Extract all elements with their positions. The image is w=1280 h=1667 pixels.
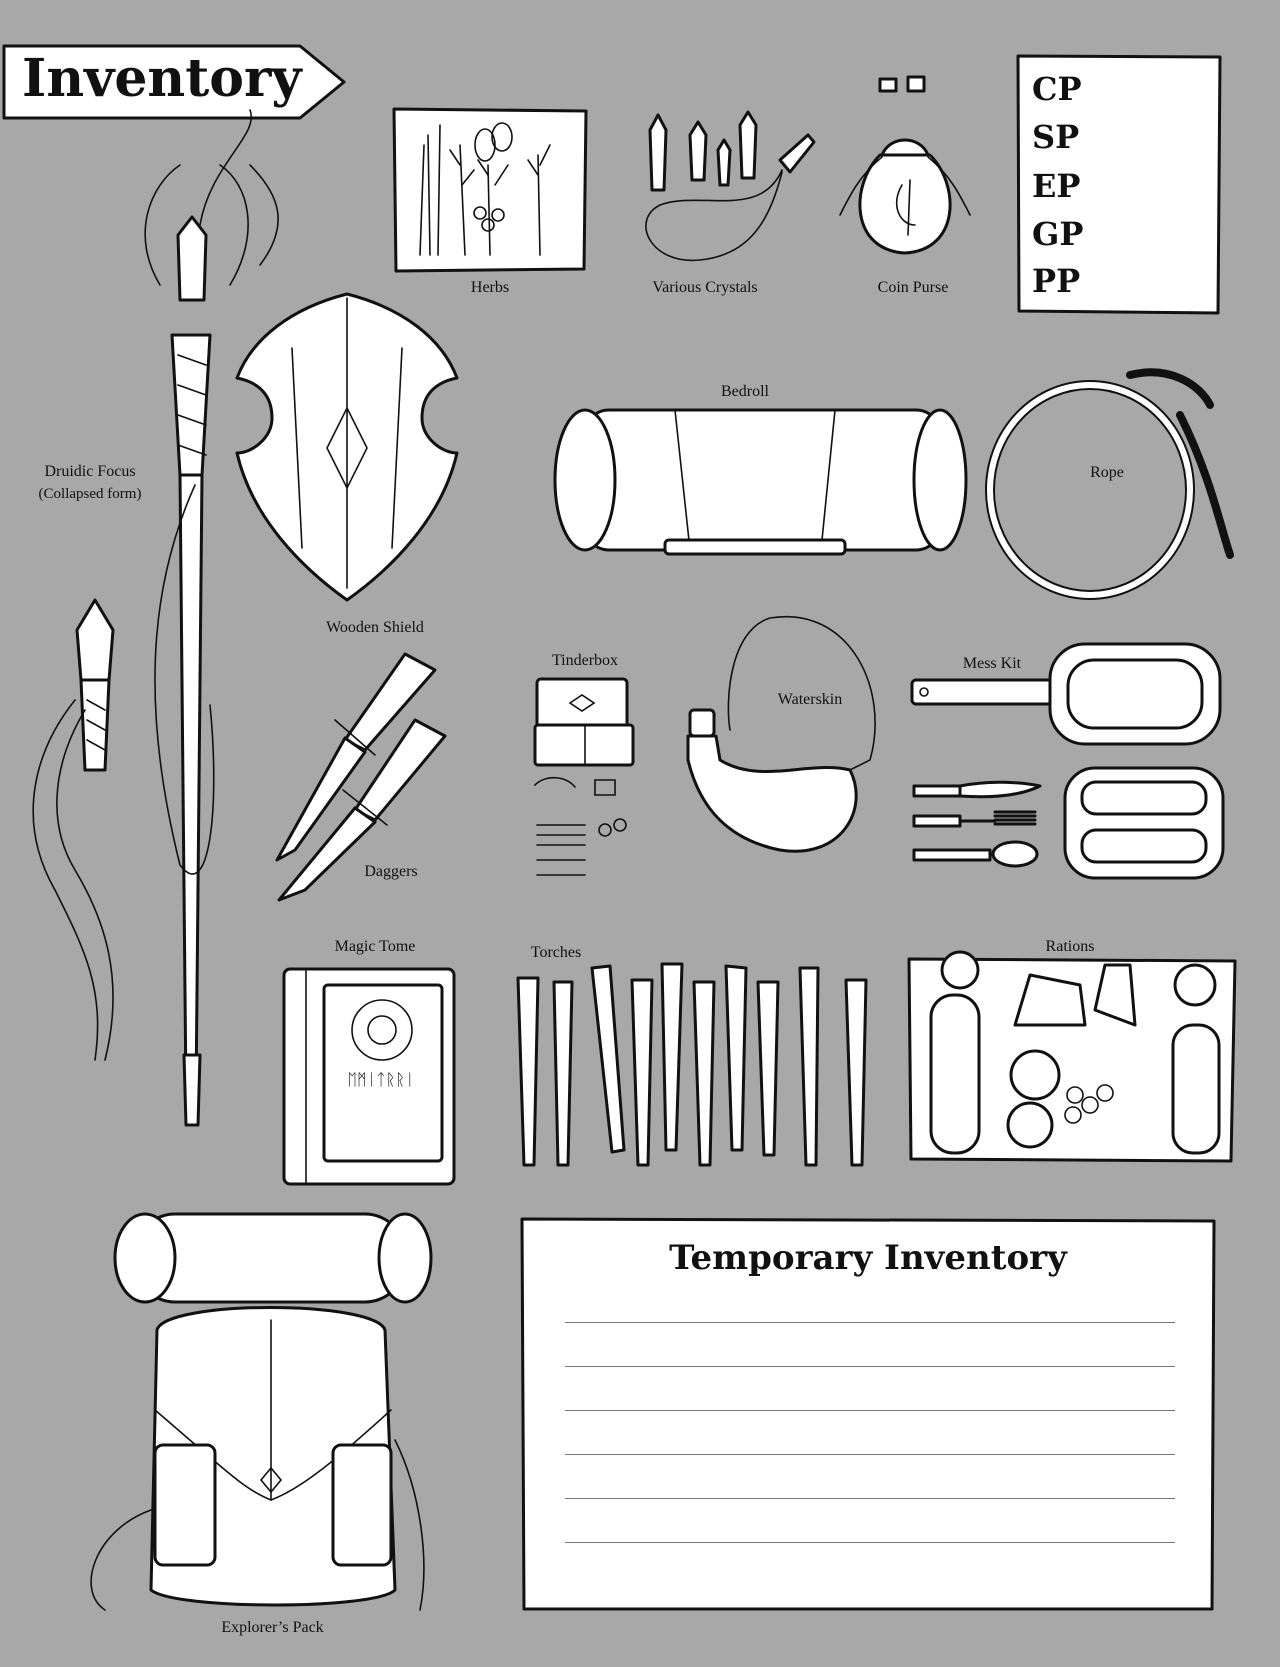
coin-cp: CP [1032, 70, 1082, 108]
wooden-shield-illustration [232, 288, 462, 608]
waterskin-label: Waterskin [777, 691, 843, 708]
coin-ep: EP [1032, 167, 1081, 205]
bedroll-label: Bedroll [721, 383, 769, 400]
tome-runes: ᛖᛗᛁᛏᚱᚱᛁ [347, 1070, 415, 1089]
druidic-focus-note: (Collapsed form) [38, 486, 142, 502]
temporary-inventory-line[interactable] [565, 1542, 1175, 1543]
rope-illustration [980, 355, 1240, 615]
mess-kit-illustration [910, 640, 1230, 890]
torches-label: Torches [530, 944, 582, 961]
crystals-illustration [640, 110, 820, 260]
tinderbox-illustration [525, 675, 655, 885]
explorers-pack-label: Explorer’s Pack [221, 1619, 324, 1636]
coin-pp: PP [1032, 262, 1081, 300]
temporary-inventory-line[interactable] [565, 1498, 1175, 1499]
coin-purse-label: Coin Purse [877, 279, 949, 296]
explorers-pack-illustration [75, 1210, 435, 1620]
herbs-illustration [390, 105, 590, 275]
temporary-inventory-line[interactable] [565, 1322, 1175, 1323]
magic-tome-label: Magic Tome [334, 938, 416, 955]
temporary-inventory-line[interactable] [565, 1454, 1175, 1455]
crystal-focus-illustration [15, 590, 145, 1090]
bedroll-illustration [545, 400, 965, 580]
coin-gp: GP [1032, 215, 1084, 253]
druidic-focus-label: Druidic Focus [44, 463, 136, 480]
tinderbox-label: Tinderbox [551, 652, 619, 669]
waterskin-illustration [670, 610, 900, 890]
rope-label: Rope [1090, 464, 1124, 481]
torches-illustration [510, 960, 870, 1170]
temporary-inventory-title: Temporary Inventory [669, 1238, 1067, 1278]
page-title: Inventory [22, 48, 302, 109]
crystals-label: Various Crystals [652, 279, 758, 296]
temporary-inventory-line[interactable] [565, 1410, 1175, 1411]
coin-sp: SP [1032, 118, 1080, 156]
mess-kit-label: Mess Kit [962, 655, 1022, 672]
temporary-inventory-line[interactable] [565, 1366, 1175, 1367]
herbs-label: Herbs [470, 279, 510, 296]
coin-purse-illustration [830, 75, 980, 265]
rations-illustration [905, 955, 1240, 1165]
wooden-shield-label: Wooden Shield [326, 619, 424, 636]
daggers-label: Daggers [364, 863, 418, 880]
rations-label: Rations [1045, 938, 1095, 955]
